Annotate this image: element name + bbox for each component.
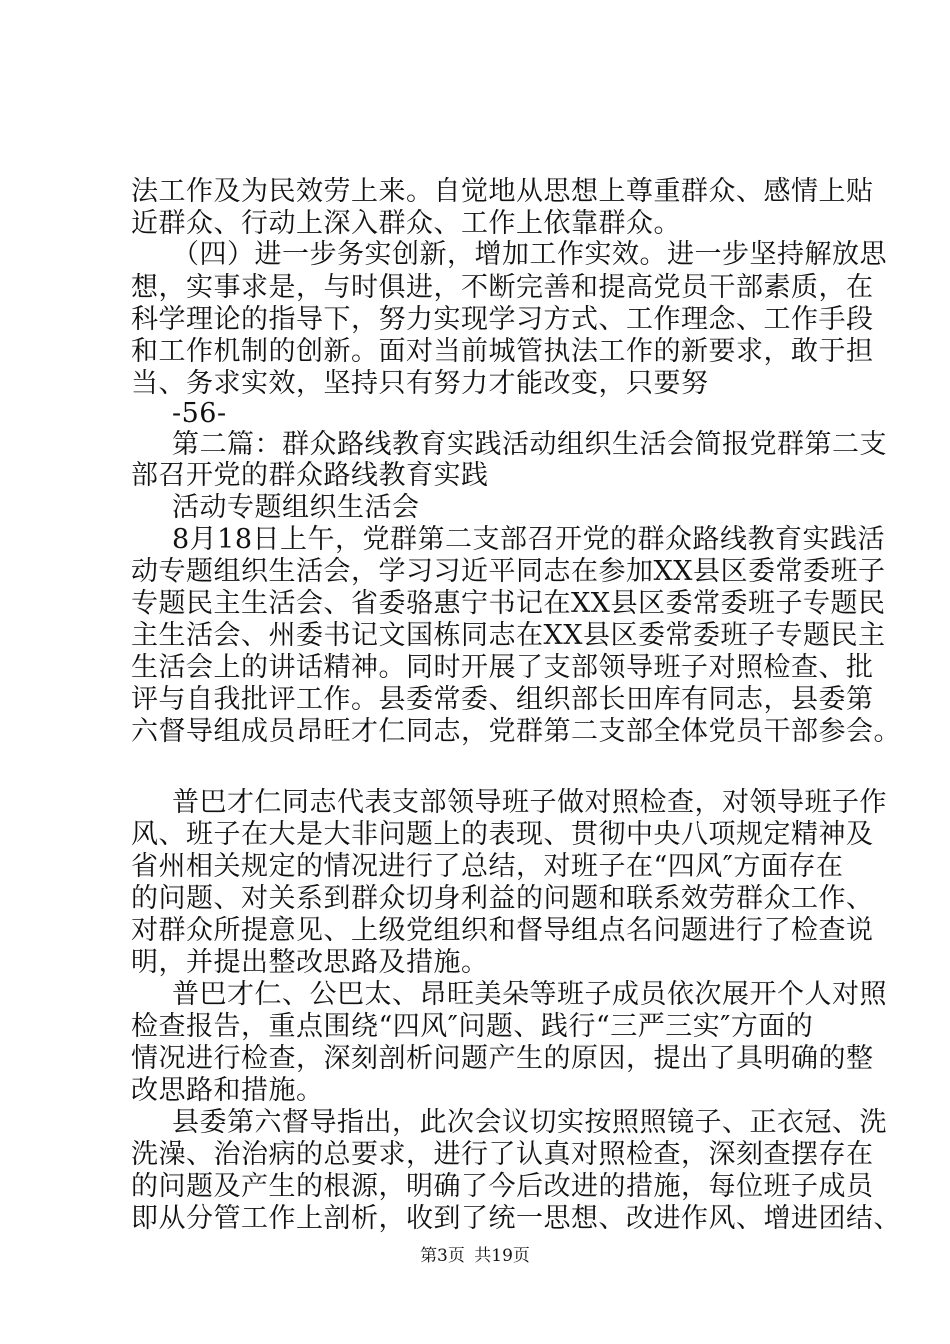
section-heading-cont: 部召开党的群众路线教育实践 xyxy=(131,460,489,491)
text-line: 即从分管工作上剖析，收到了统一思想、改进作风、增进团结、 xyxy=(131,1203,901,1234)
text-line: 六督导组成员昂旺才仁同志，党群第二支部全体党员干部参会。 xyxy=(131,716,901,747)
text-line: 明，并提出整改思路及措施。 xyxy=(131,947,489,978)
text-line: 对群众所提意见、上级党组织和督导组点名问题进行了检查说 xyxy=(131,915,874,946)
footer-page-label: 第3页 xyxy=(420,1246,465,1266)
text-line: 改思路和措施。 xyxy=(131,1075,324,1106)
text-line: 风、班子在大是大非问题上的表现、贯彻中央八项规定精神及 xyxy=(131,819,874,850)
text-line: 法工作及为民效劳上来。自觉地从思想上尊重群众、感情上贴 xyxy=(131,176,874,207)
section-heading: 第二篇：群众路线教育实践活动组织生活会简报党群第二支 xyxy=(172,429,887,460)
text-line: （四）进一步务实创新，增加工作实效。进一步坚持解放思 xyxy=(172,239,887,270)
text-line: 科学理论的指导下，努力实现学习方式、工作理念、工作手段 xyxy=(131,304,874,335)
text-line: 当、务求实效，坚持只有努力才能改变，只要努 xyxy=(131,368,709,399)
text-line: 的问题及产生的根源，明确了今后改进的措施，每位班子成员 xyxy=(131,1171,874,1202)
page-footer xyxy=(0,1241,950,1266)
text-line: 动专题组织生活会，学习习近平同志在参加XX县区委常委班子 xyxy=(131,556,886,587)
text-line: 县委第六督导指出，此次会议切实按照照镜子、正衣冠、洗 xyxy=(172,1107,887,1138)
text-line: 近群众、行动上深入群众、工作上依靠群众。 xyxy=(131,208,681,239)
text-line: 主生活会、州委书记文国栋同志在XX县区委常委班子专题民主 xyxy=(131,620,886,651)
text-line: 的问题、对关系到群众切身利益的问题和联系效劳群众工作、 xyxy=(131,883,874,914)
text-line: 普巴才仁、公巴太、昂旺美朵等班子成员依次展开个人对照 xyxy=(172,979,887,1010)
page-number-marker: -56- xyxy=(172,398,227,429)
footer-total-label: 共19页 xyxy=(474,1246,530,1266)
text-line: 专题民主生活会、省委骆惠宁书记在XX县区委常委班子专题民 xyxy=(131,588,886,619)
text-line: 普巴才仁同志代表支部领导班子做对照检查，对领导班子作 xyxy=(172,787,887,818)
text-line: 洗澡、治治病的总要求，进行了认真对照检查，深刻查摆存在 xyxy=(131,1139,874,1170)
text-line: 生活会上的讲话精神。同时开展了支部领导班子对照检查、批 xyxy=(131,652,874,683)
text-line: 和工作机制的创新。面对当前城管执法工作的新要求，敢于担 xyxy=(131,336,874,367)
text-line: 8月18日上午，党群第二支部召开党的群众路线教育实践活 xyxy=(172,524,886,555)
text-line: 省州相关规定的情况进行了总结，对班子在“四风″方面存在 xyxy=(131,851,844,882)
section-subheading: 活动专题组织生活会 xyxy=(172,492,420,523)
text-line: 评与自我批评工作。县委常委、组织部长田库有同志，县委第 xyxy=(131,684,874,715)
text-line: 情况进行检查，深刻剖析问题产生的原因，提出了具明确的整 xyxy=(131,1043,874,1074)
text-line: 检查报告，重点围绕“四风″问题、践行“三严三实″方面的 xyxy=(131,1011,814,1042)
text-line: 想，实事求是，与时俱进，不断完善和提高党员干部素质，在 xyxy=(131,272,874,303)
